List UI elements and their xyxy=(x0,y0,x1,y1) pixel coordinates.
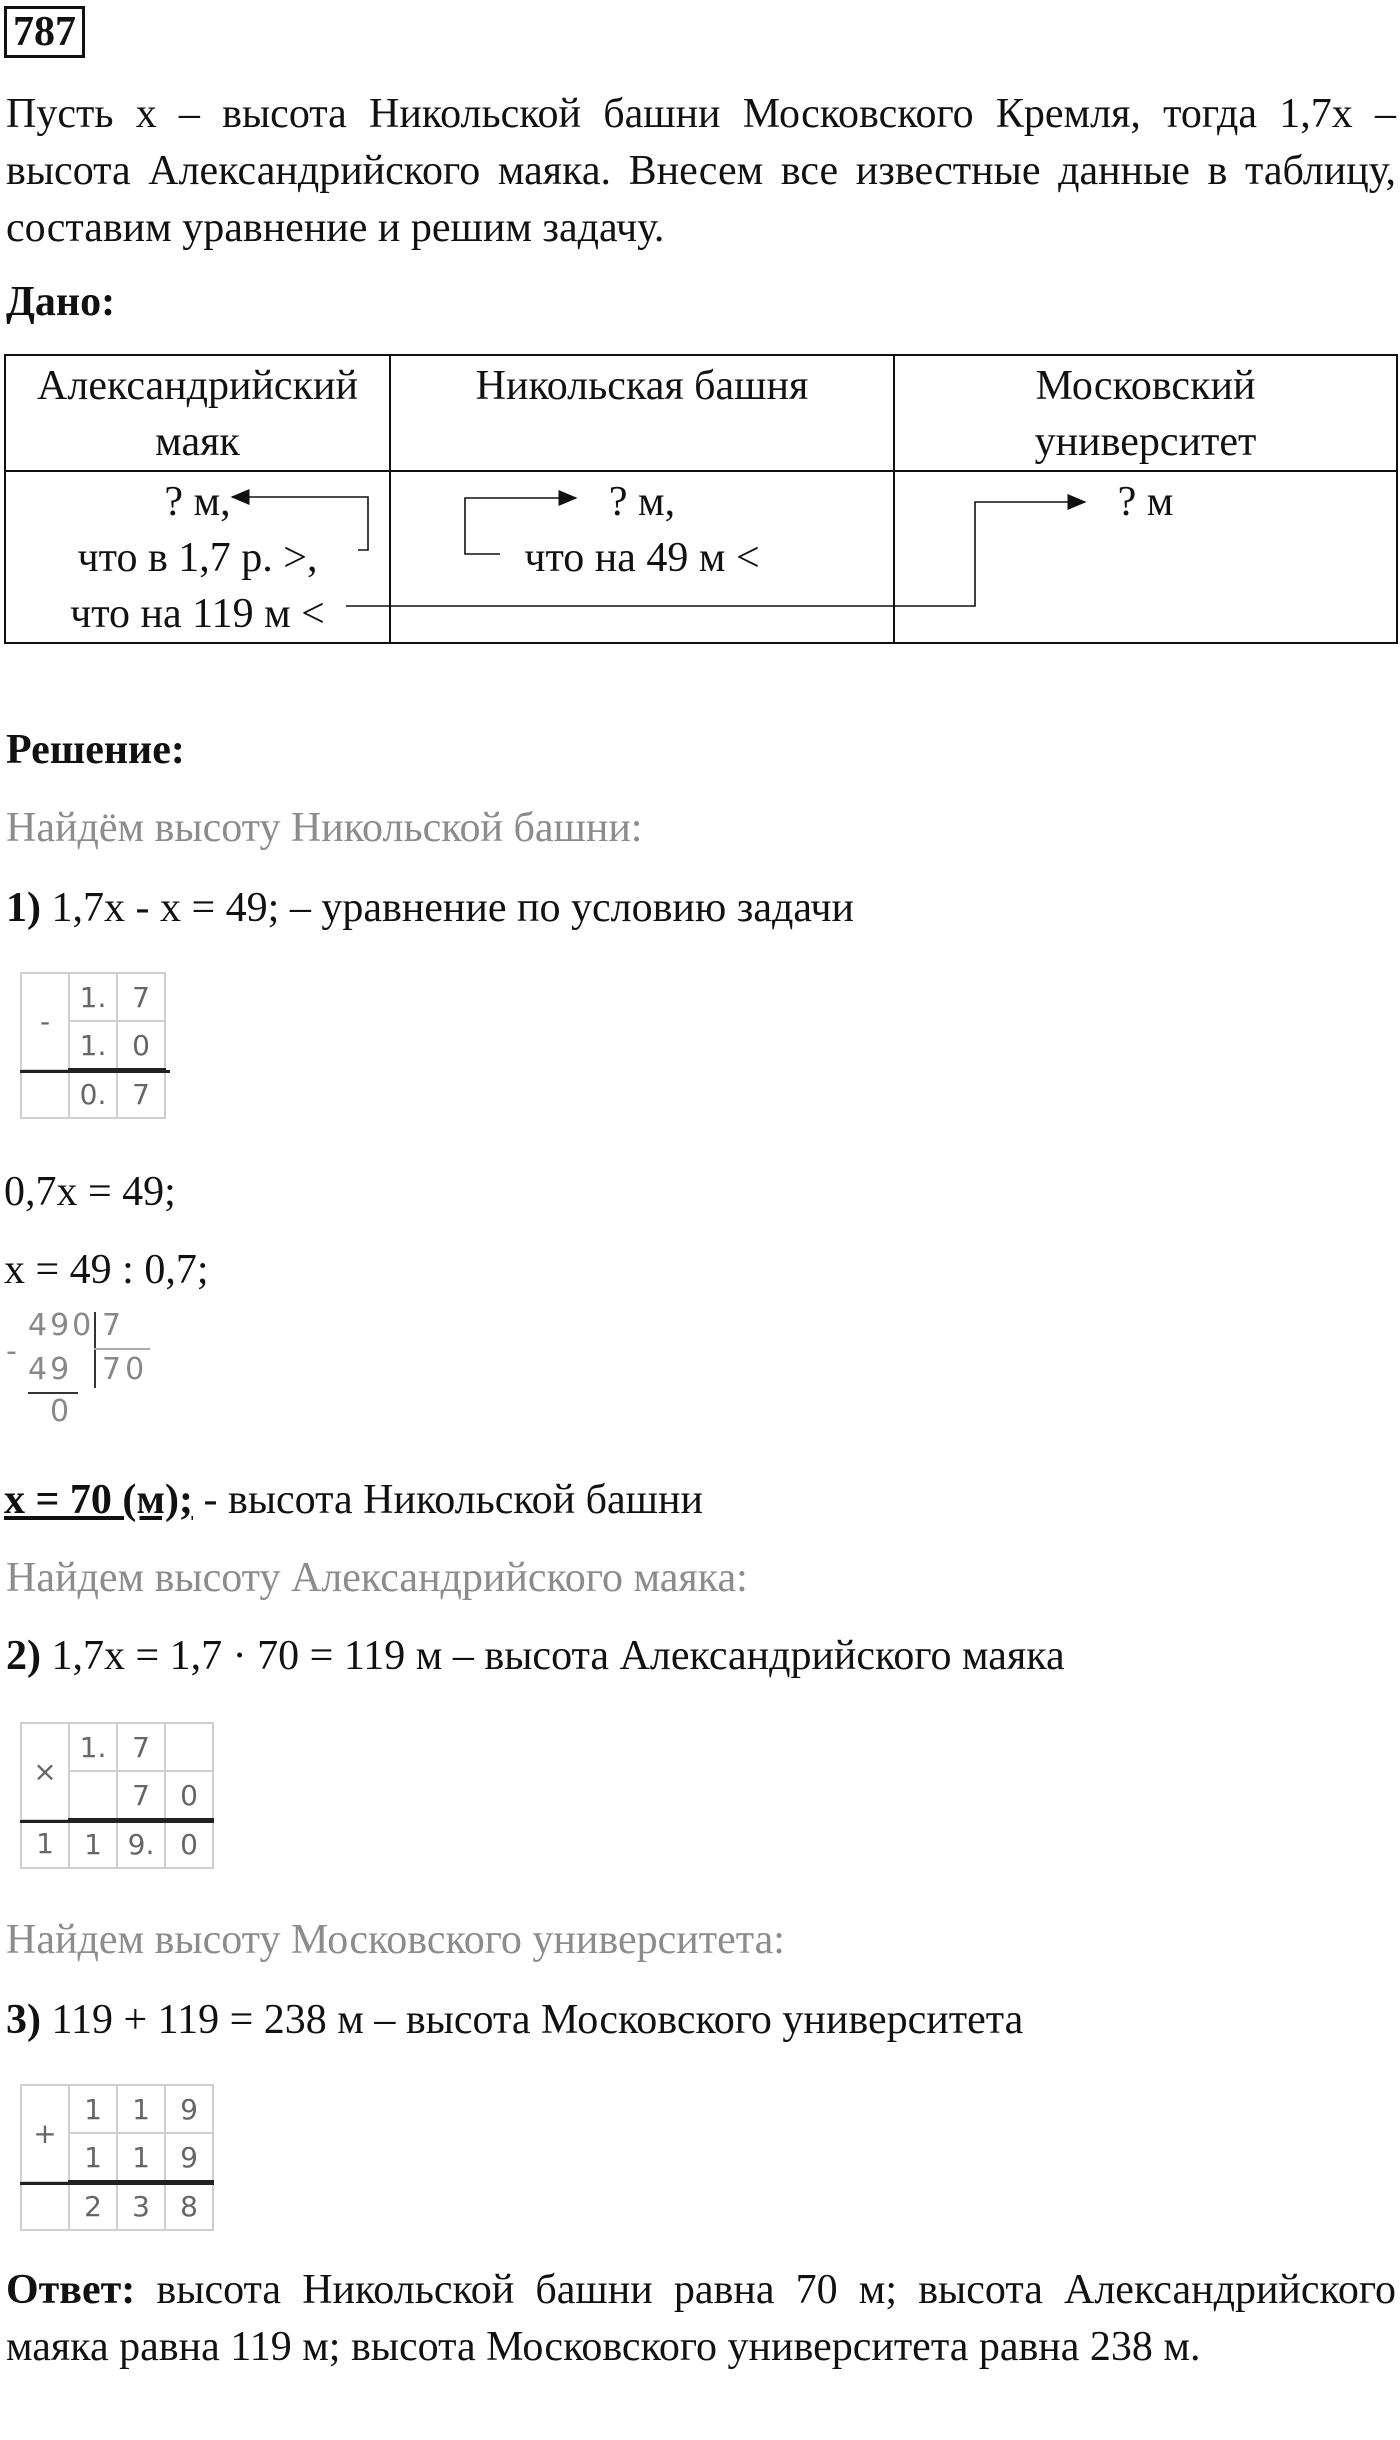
cell-alexandria: ? м, что в 1,7 р. >, что на 119 м < xyxy=(5,471,390,643)
cell-nikolskaya: ? м, что на 49 м < xyxy=(390,471,894,643)
answer-paragraph xyxy=(6,2262,1396,2376)
step2-underline xyxy=(20,1820,214,1823)
header-university: Московский университет xyxy=(894,355,1397,471)
cell-university: ? м xyxy=(894,471,1397,643)
table-arrows xyxy=(0,0,1400,700)
header-alexandria: Александрийский маяк xyxy=(5,355,390,471)
intro-paragraph: Пусть x – высота Никольской башни Московского Кремля, тогда 1,7x – высота Александрийского маяка. Внесем все известные данные в таблицу, составим уравнение и решим задачу. xyxy=(6,91,1396,251)
step1-hint: Найдём высоту Никольской башни: xyxy=(6,805,643,851)
step1-division: 490 7 - 49 70 0 xyxy=(6,1308,149,1429)
step3-equation: 3) 119 + 119 = 238 м – высота Московского университета xyxy=(6,1997,1024,2043)
step1-subtraction: - 1. 7 1. 0 0. 7 xyxy=(20,972,166,1119)
step1-result: x = 70 (м); - высота Никольской башни xyxy=(4,1477,703,1523)
step2-equation: 2) 1,7x = 1,7 · 70 = 119 м – высота Александрийского маяка xyxy=(6,1633,1065,1679)
arrow-1-7-times xyxy=(232,497,368,550)
problem-number: 787 xyxy=(4,6,85,58)
step3-underline xyxy=(20,2182,214,2185)
step1-equation: 1) 1,7x - x = 49; – уравнение по условию задачи xyxy=(6,885,854,931)
answer-text: высота Никольской башни равна 70 м; высота Александрийского маяка равна 119 м; высота Московского университета равна 238 м. xyxy=(6,2267,1396,2370)
answer-label: Ответ: xyxy=(6,2267,136,2313)
step3-hint: Найдем высоту Московского университета: xyxy=(6,1917,785,1963)
step2-hint: Найдем высоту Александрийского маяка: xyxy=(6,1555,748,1601)
step1-line3: x = 49 : 0,7; xyxy=(4,1247,209,1293)
step2-multiplication: × 1. 7 7 0 1 1 9. 0 xyxy=(20,1722,214,1869)
step3-addition: + 1 1 9 1 1 9 2 3 8 xyxy=(20,2084,214,2231)
header-nikolskaya: Никольская башня xyxy=(390,355,894,471)
step1-underline xyxy=(20,1070,170,1073)
given-label: Дано: xyxy=(6,279,116,325)
step1-line2: 0,7x = 49; xyxy=(4,1169,176,1215)
arrow-119-less xyxy=(346,502,1085,606)
solution-label: Решение: xyxy=(6,727,185,773)
arrow-49-less xyxy=(465,498,576,554)
